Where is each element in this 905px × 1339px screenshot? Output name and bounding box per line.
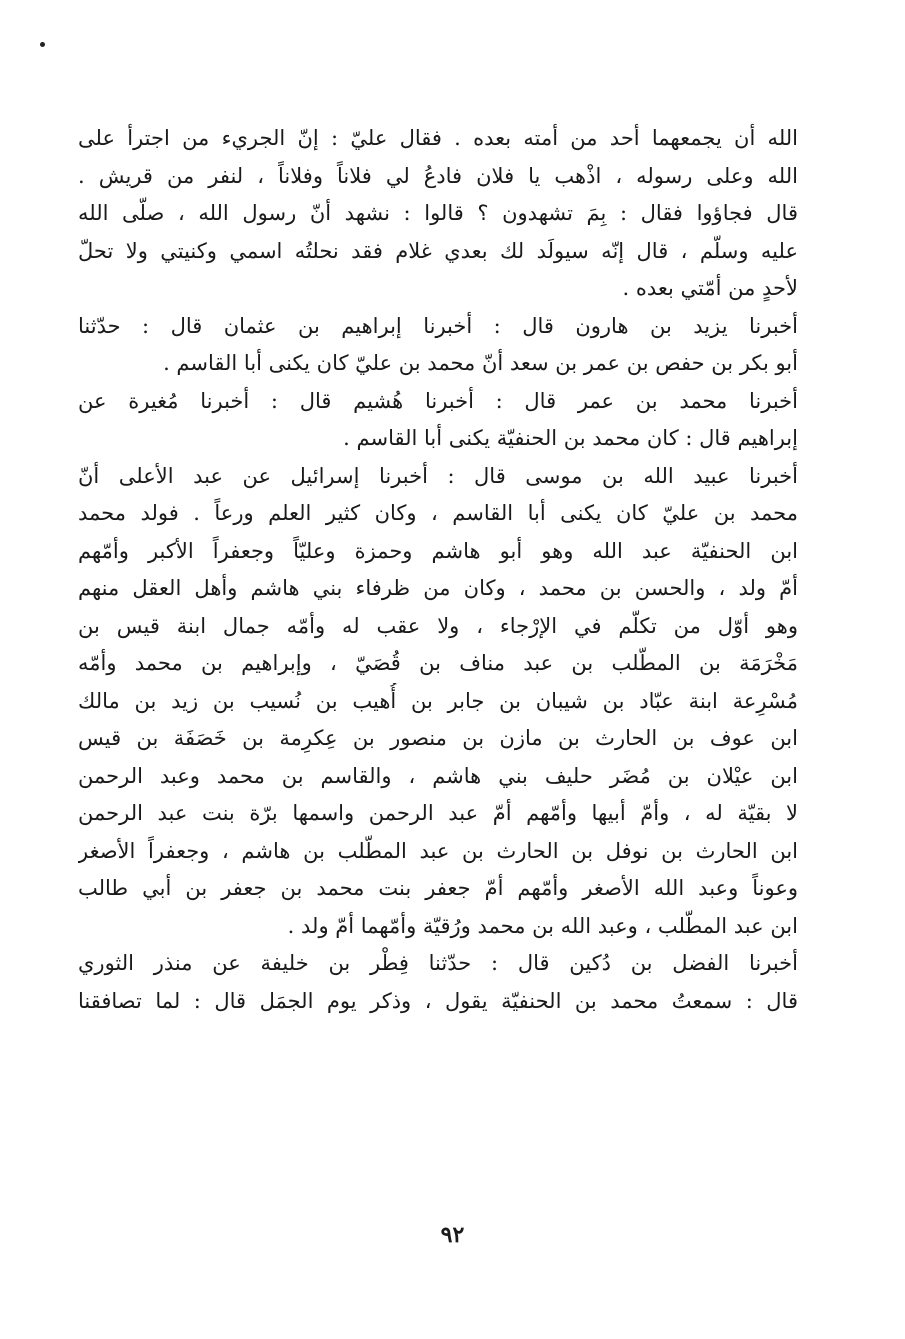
text-line: ابن الحنفيّة عبد الله وهو أبو هاشم وحمزة وعليّاً وجعفراً الأكبر وأمّهم xyxy=(78,538,798,563)
text-line: لا بقيّة له ، وأمّ أبيها وأمّهم أمّ عبد الرحمن واسمها برّة بنت عبد الرحمن xyxy=(78,801,798,825)
text-line: ابن الحارث بن نوفل بن الحارث بن عبد المطّلب بن هاشم ، وجعفراً الأصغر xyxy=(78,838,798,863)
paragraph-4 xyxy=(78,458,798,946)
paragraph-2 xyxy=(78,308,798,383)
text-line: وهو أوّل من تكلّم في الإرْجاء ، ولا عقب له وأمّه جمال ابنة قيس بن xyxy=(78,613,798,638)
text-line: مَخْرَمَة بن المطّلب بن عبد مناف بن قُصَيّ ، وإبراهيم بن محمد وأمّه xyxy=(78,651,798,675)
paragraph-1 xyxy=(78,120,798,308)
text-line: ابن عبد المطّلب ، وعبد الله بن محمد ورُقيّة وأمّهما أمّ ولد . xyxy=(287,913,798,938)
text-line: قال فجاؤوا فقال : بِمَ تشهدون ؟ قالوا : نشهد أنّ رسول الله ، صلّى الله xyxy=(78,201,798,225)
paragraph-3 xyxy=(78,383,798,458)
text-line: أمّ ولد ، والحسن بن محمد ، وكان من ظرفاء بني هاشم وأهل العقل منهم xyxy=(78,576,798,600)
text-line: الله أن يجمعهما أحد من أمته بعده . فقال عليّ : إنّ الجريء من اجترأ على xyxy=(78,126,798,150)
text-line: أخبرنا عبيد الله بن موسى قال : أخبرنا إسرائيل عن عبد الأعلى أنّ xyxy=(78,463,798,488)
text-line: أخبرنا يزيد بن هارون قال : أخبرنا إبراهيم بن عثمان قال : حدّثنا xyxy=(78,313,798,338)
text-line: ابن عوف بن الحارث بن مازن بن منصور بن عِكرِمة بن خَصَفَة بن قيس xyxy=(78,726,798,750)
text-line: الله وعلى رسوله ، اذْهب يا فلان فادعُ لي فلاناً وفلاناً ، لنفر من قريش . xyxy=(78,163,798,188)
text-line: ابن عيْلان بن مُضَر حليف بني هاشم ، والقاسم بن محمد وعبد الرحمن xyxy=(78,763,798,788)
text-line: إبراهيم قال : كان محمد بن الحنفيّة يكنى أبا القاسم . xyxy=(343,426,798,450)
text-line: لأحدٍ من أمّتي بعده . xyxy=(622,276,798,300)
paragraph-5 xyxy=(78,945,798,1020)
text-line: محمد بن عليّ كان يكنى أبا القاسم ، وكان كثير العلم ورعاً . فولد محمد xyxy=(78,501,798,525)
body-text xyxy=(78,120,798,1020)
text-line: أبو بكر بن حفص بن عمر بن سعد أنّ محمد بن عليّ كان يكنى أبا القاسم . xyxy=(163,351,798,375)
page-number: ٩٢ xyxy=(440,1222,465,1248)
text-line: مُسْرِعة ابنة عبّاد بن شيبان بن جابر بن أُهيب بن نُسيب بن زيد بن مالك xyxy=(78,688,798,713)
text-line: أخبرنا محمد بن عمر قال : أخبرنا هُشيم قال : أخبرنا مُغيرة عن xyxy=(78,388,798,413)
text-line: قال : سمعتُ محمد بن الحنفيّة يقول ، وذكر يوم الجمَل قال : لما تصافقنا xyxy=(78,988,798,1013)
text-line: وعوناً وعبد الله الأصغر وأمّهم أمّ جعفر بنت محمد بن جعفر بن أبي طالب xyxy=(78,876,798,900)
text-line: عليه وسلّم ، قال إنّه سيولَد لك بعدي غلام فقد نحلتُه اسمي وكنيتي ولا تحلّ xyxy=(78,238,798,263)
text-line: أخبرنا الفضل بن دُكين قال : حدّثنا فِطْر بن خليفة عن منذر الثوري xyxy=(78,951,798,975)
ink-dot xyxy=(40,42,45,47)
